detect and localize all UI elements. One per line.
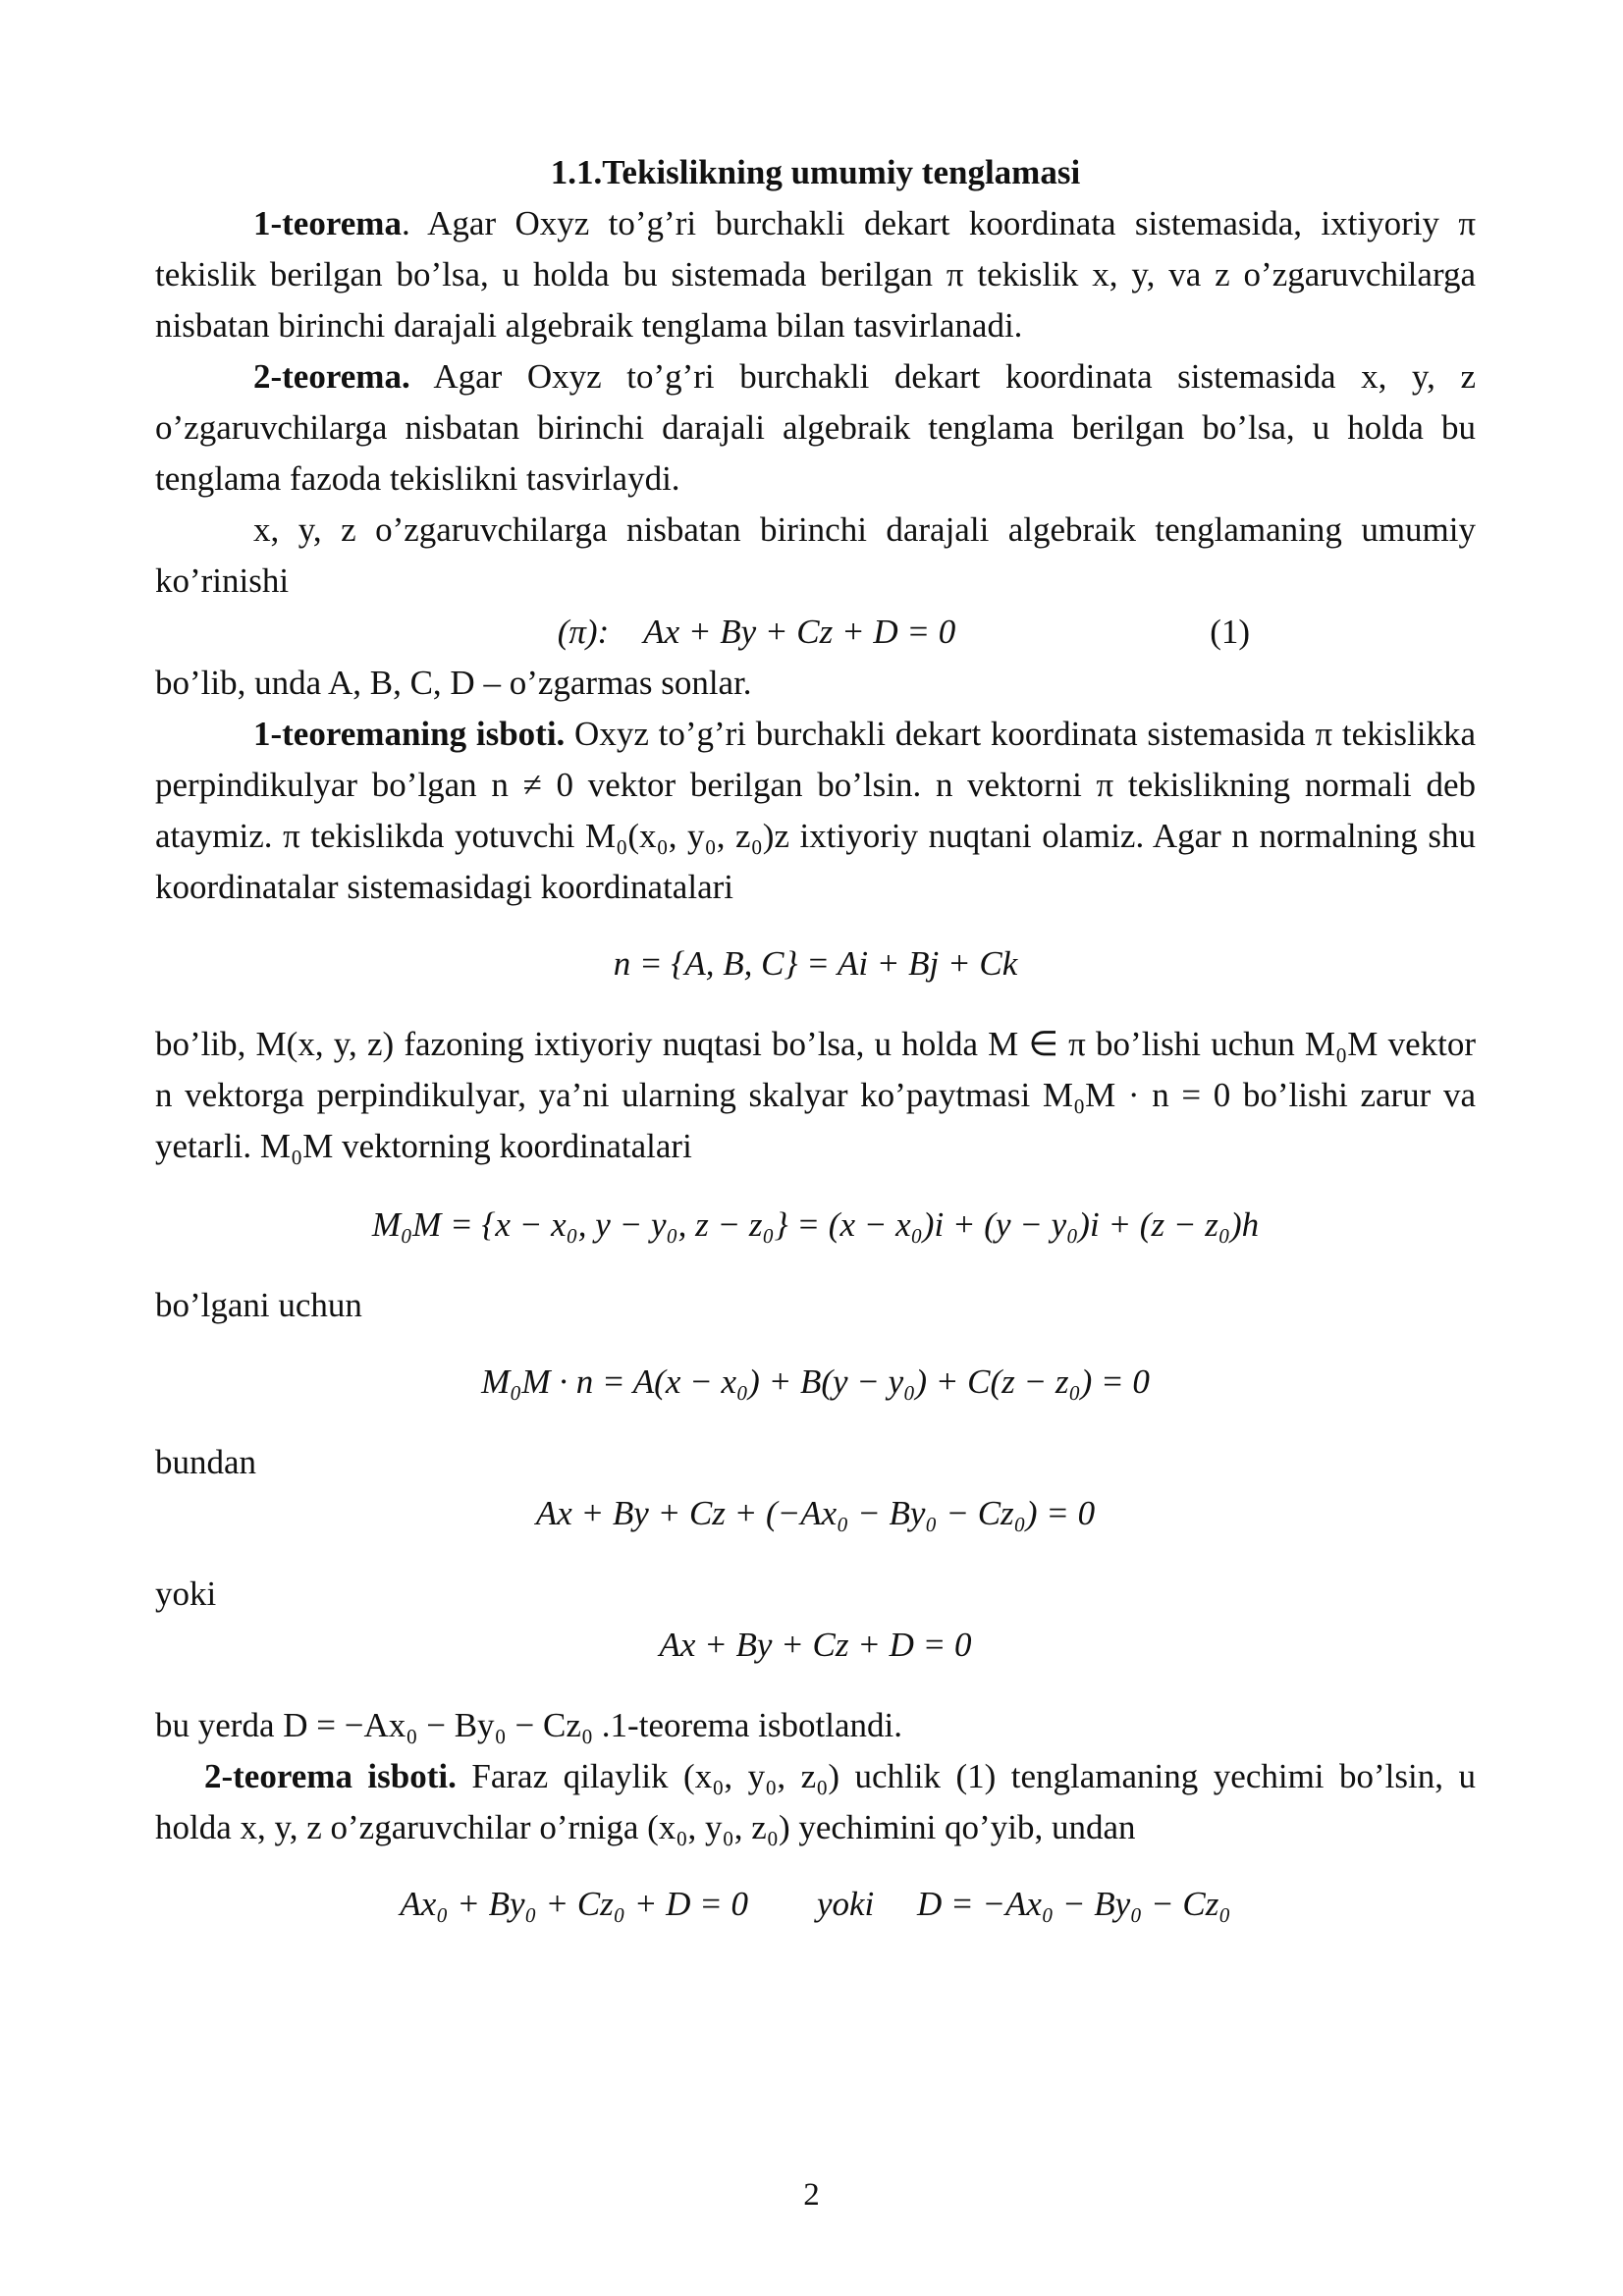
equation-last: Ax₀ + By₀ + Cz₀ + D = 0 yoki D = −Ax₀ − By₀ − Cz₀ [400,1885,1231,1923]
proof-2-text: Faraz qilaylik (x₀, y₀, z₀) uchlik (1) tenglamaning yechimi bo’lsin, u holda x, y, z o’zgaruvchilar o’rniga (x₀, y₀, z₀) yechimini qo’yib, undan [155,1757,1476,1846]
equation-1-formula: Ax + By + Cz + D = 0 [643,613,956,651]
text-where: bu yerda D = −Ax₀ − By₀ − Cz₀ .1-teorema isbotlandi. [155,1706,902,1744]
constants-text: bo’lib, unda A, B, C, D – o’zgarmas sonlar. [155,664,752,702]
equation-m0m: M₀M = {x − x₀, y − y₀, z − z₀} = (x − x₀)i + (y − y₀)i + (z − z₀)h [371,1205,1260,1244]
proof-2 [155,1751,1476,1853]
equation-1-lhs: (π): [557,613,610,651]
proof-1-text: Oxyz to’g’ri burchakli dekart koordinata sistemasida π tekislikka perpindikulyar bo’lgan n ≠ 0 vektor berilgan bo’lsin. n vektorni π tekislikning normali deb ataymiz. π tekislikda yotuvchi M₀(x₀, y₀, z₀)z ixtiyoriy nuqtani olamiz. Agar n normalning shu koordinatalar sistemasidagi koordinatalari [155,715,1476,906]
theorem-2-text: Agar Oxyz to’g’ri burchakli dekart koordinata sistemasida x, y, z o’zgaruvchilarga nisbatan birinchi darajali algebraik tenglama berilgan bo’lsa, u holda bu tenglama fazoda tekislikni tasvirlaydi. [155,357,1476,498]
proof-1 [155,709,1476,913]
theorem-1-label: 1-teorema [253,204,402,242]
page-number: 2 [803,2177,820,2213]
equation-1-number: (1) [1210,613,1250,651]
text-hence: bundan [155,1443,257,1481]
equation-normal: n = {A, B, C} = Ai + Bj + Ck [613,944,1018,983]
equation-final: Ax + By + Cz + D = 0 [659,1626,972,1664]
text-since: bo’lgani uchun [155,1286,362,1324]
equation-1 [155,607,1476,658]
proof-2-label: 2-teorema isboti. [204,1757,457,1795]
equation-dot-product: M₀M · n = A(x − x₀) + B(y − y₀) + C(z − z₀) = 0 [481,1362,1150,1401]
theorem-1 [155,198,1476,351]
theorem-2-label: 2-teorema. [253,357,410,396]
equation-expanded: Ax + By + Cz + (−Ax₀ − By₀ − Cz₀) = 0 [535,1494,1096,1532]
general-form-text: x, y, z o’zgaruvchilarga nisbatan birinchi darajali algebraik tenglamaning umumiy ko’rinishi [155,510,1476,600]
theorem-2 [155,351,1476,505]
section-title: 1.1.Tekislikning umumiy tenglamasi [550,153,1081,191]
proof-1-label: 1-teoremaning isboti. [253,715,566,753]
text-or: yoki [155,1575,217,1613]
page-body [155,147,1476,1930]
paragraph-point-m: bo’lib, M(x, y, z) fazoning ixtiyoriy nuqtasi bo’lsa, u holda M ∈ π bo’lishi uchun M₀M vektor n vektorga perpindikulyar, ya’ni ularning skalyar ko’paytmasi M₀M · n = 0 bo’lishi zarur va yetarli. M₀M vektorning koordinatalari [155,1025,1476,1165]
theorem-1-text: . Agar Oxyz to’g’ri burchakli dekart koordinata sistemasida, ixtiyoriy π tekislik berilgan bo’lsa, u holda bu sistemada berilgan π tekislik x, y, va z o’zgaruvchilarga nisbatan birinchi darajali algebraik tenglama bilan tasvirlanadi. [155,204,1476,345]
